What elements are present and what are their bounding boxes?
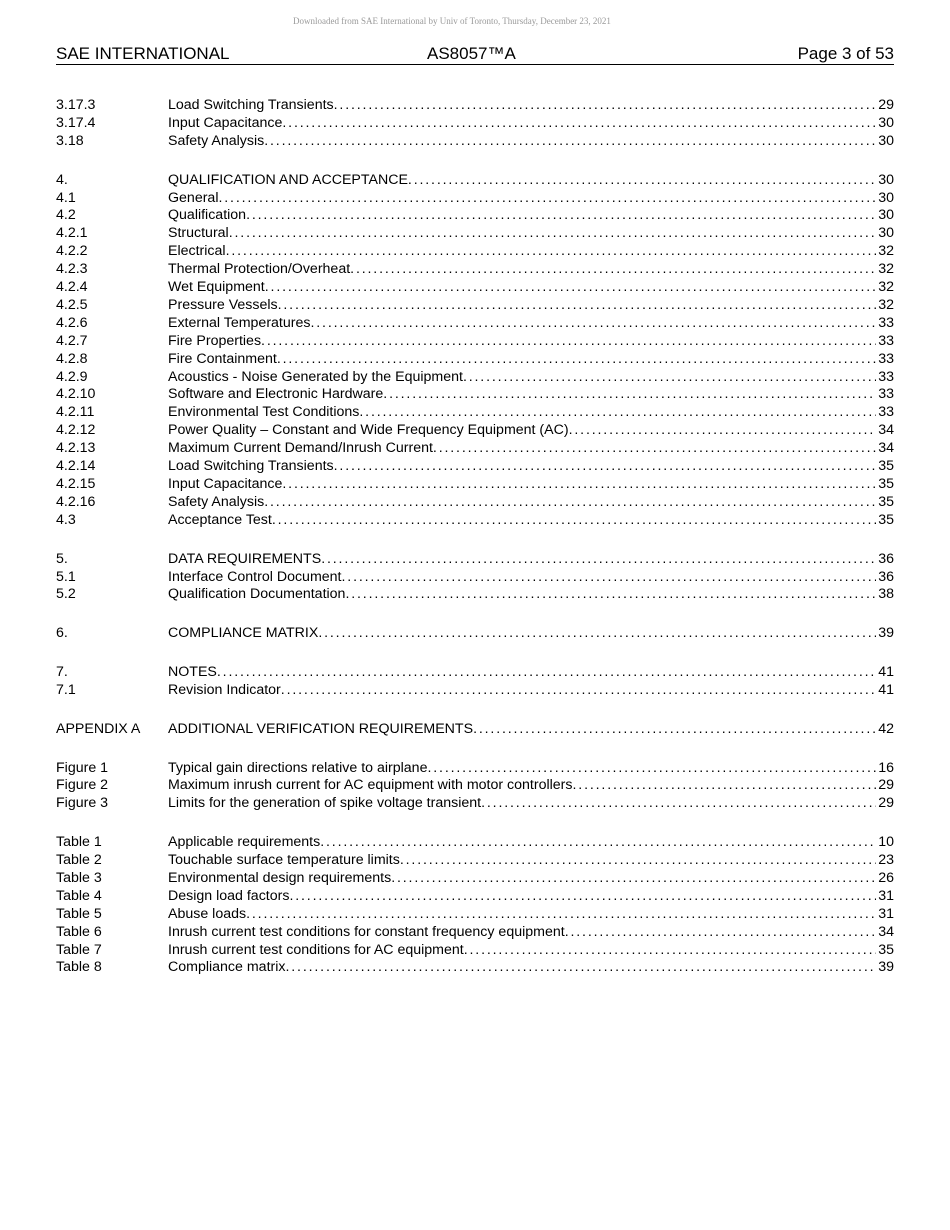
toc-entry-line	[168, 551, 894, 569]
toc-dot-leader	[285, 959, 876, 977]
header-page-label: Page 3 of 53	[797, 44, 894, 63]
toc-dot-leader	[265, 279, 876, 297]
toc-dot-leader	[473, 721, 876, 739]
toc-group	[56, 97, 894, 151]
toc-entry-title: Acceptance Test	[168, 511, 272, 528]
toc-entry-line	[168, 959, 894, 977]
toc-entry-title: Environmental design requirements	[168, 869, 392, 886]
toc-entry-page: 30	[878, 189, 894, 206]
toc-entry-number: Figure 1	[56, 759, 109, 776]
toc-entry[interactable]	[56, 494, 894, 512]
toc-entry[interactable]	[56, 777, 894, 795]
toc-entry-title: ADDITIONAL VERIFICATION REQUIREMENTS	[168, 720, 474, 737]
toc-entry-title: Inrush current test conditions for AC equipment	[168, 941, 464, 958]
toc-group	[56, 834, 894, 977]
toc-entry[interactable]	[56, 625, 894, 643]
toc-entry-number: Table 2	[56, 852, 102, 869]
toc-entry-line	[168, 795, 894, 813]
toc-entry-title: Load Switching Transients	[168, 97, 334, 113]
toc-entry[interactable]	[56, 458, 894, 476]
toc-entry-number: 4.1	[56, 189, 76, 206]
toc-entry-line	[168, 586, 894, 604]
toc-entry-title: Design load factors	[168, 887, 290, 904]
toc-dot-leader	[350, 261, 876, 279]
toc-entry-page: 29	[878, 97, 894, 113]
toc-entry-title: NOTES	[168, 664, 217, 681]
toc-dot-leader	[573, 777, 877, 795]
toc-entry-page: 36	[878, 550, 894, 567]
toc-entry-number: 4.2	[56, 207, 76, 224]
toc-entry-number: Table 3	[56, 869, 102, 886]
toc-entry-line	[168, 721, 894, 739]
toc-entry-number: 3.17.4	[56, 114, 96, 131]
toc-entry-page: 33	[878, 350, 894, 367]
toc-entry-title: Fire Properties	[168, 332, 262, 349]
toc-dot-leader	[289, 888, 876, 906]
toc-entry-number: Table 6	[56, 923, 102, 940]
toc-dot-leader	[391, 870, 876, 888]
toc-entry-line	[168, 261, 894, 279]
toc-entry[interactable]	[56, 906, 894, 924]
toc-entry[interactable]	[56, 852, 894, 870]
toc-dot-leader	[463, 369, 876, 387]
toc-entry-page: 23	[878, 852, 894, 869]
toc-entry-page: 35	[878, 493, 894, 510]
toc-dot-leader	[218, 190, 876, 208]
toc-entry-title: Applicable requirements	[168, 834, 321, 851]
toc-entry[interactable]	[56, 351, 894, 369]
toc-entry-number: 4.2.4	[56, 279, 88, 296]
toc-entry[interactable]	[56, 115, 894, 133]
toc-entry[interactable]	[56, 760, 894, 778]
toc-entry-title: External Temperatures	[168, 314, 311, 331]
toc-entry[interactable]	[56, 261, 894, 279]
toc-entry-line	[168, 97, 894, 115]
toc-entry-page: 34	[878, 923, 894, 940]
toc-dot-leader	[229, 225, 877, 243]
toc-entry-page: 30	[878, 114, 894, 131]
toc-entry-title: Inrush current test conditions for constant frequency equipment	[168, 923, 565, 940]
toc-entry-number: 4.2.13	[56, 440, 96, 457]
toc-entry-title: Safety Analysis	[168, 132, 265, 149]
toc-entry-number: Table 1	[56, 834, 102, 851]
toc-entry-title: DATA REQUIREMENTS	[168, 550, 322, 567]
toc-entry-line	[168, 172, 894, 190]
toc-entry-line	[168, 207, 894, 225]
toc-entry[interactable]	[56, 404, 894, 422]
toc-entry-title: Structural	[168, 225, 229, 242]
toc-entry[interactable]	[56, 172, 894, 190]
toc-entry-number: 7.	[56, 664, 68, 681]
toc-dot-leader	[569, 422, 877, 440]
toc-entry-line	[168, 924, 894, 942]
header-organization: SAE INTERNATIONAL	[56, 44, 230, 63]
toc-entry-title: QUALIFICATION AND ACCEPTANCE	[168, 171, 408, 188]
toc-group	[56, 551, 894, 605]
toc-entry-title: Touchable surface temperature limits	[168, 852, 400, 869]
toc-entry[interactable]	[56, 225, 894, 243]
toc-dot-leader	[282, 115, 876, 133]
toc-entry-line	[168, 512, 894, 530]
toc-entry[interactable]	[56, 551, 894, 569]
toc-dot-leader	[400, 852, 876, 870]
toc-entry-title: Qualification Documentation	[168, 586, 346, 603]
toc-entry-title: Electrical	[168, 243, 226, 260]
toc-dot-leader	[261, 333, 876, 351]
table-of-contents	[56, 97, 894, 977]
toc-entry-page: 31	[878, 887, 894, 904]
toc-entry-title: Typical gain directions relative to airplane	[168, 759, 428, 776]
toc-entry-number: 4.2.5	[56, 296, 88, 313]
toc-entry-page: 31	[878, 905, 894, 922]
toc-group	[56, 625, 894, 643]
toc-entry[interactable]	[56, 243, 894, 261]
toc-entry-line	[168, 369, 894, 387]
toc-entry-number: 7.1	[56, 681, 76, 698]
toc-entry[interactable]	[56, 870, 894, 888]
toc-dot-leader	[226, 243, 877, 261]
toc-entry-title: Input Capacitance	[168, 476, 283, 493]
toc-entry-line	[168, 422, 894, 440]
toc-entry-page: 30	[878, 225, 894, 242]
download-watermark: Downloaded from SAE International by Univ of Toronto, Thursday, December 23, 2021	[293, 16, 611, 26]
toc-entry-title: Input Capacitance	[168, 114, 283, 131]
toc-dot-leader	[427, 760, 876, 778]
toc-dot-leader	[320, 834, 876, 852]
toc-dot-leader	[246, 207, 876, 225]
toc-entry-number: 4.	[56, 171, 68, 188]
toc-entry[interactable]	[56, 682, 894, 700]
toc-entry-line	[168, 351, 894, 369]
header-document-id: AS8057™A	[427, 44, 516, 63]
toc-entry-page: 35	[878, 941, 894, 958]
toc-entry-page: 26	[878, 869, 894, 886]
toc-entry-page: 38	[878, 586, 894, 603]
toc-entry-title: Acoustics - Noise Generated by the Equipment	[168, 368, 463, 385]
toc-entry[interactable]	[56, 795, 894, 813]
toc-entry-number: 4.2.1	[56, 225, 88, 242]
toc-entry[interactable]	[56, 297, 894, 315]
toc-dot-leader	[433, 440, 876, 458]
toc-entry-number: 3.17.3	[56, 97, 96, 113]
toc-group	[56, 760, 894, 814]
toc-entry-title: Revision Indicator	[168, 681, 281, 698]
toc-entry[interactable]	[56, 369, 894, 387]
toc-entry-number: Figure 2	[56, 777, 109, 794]
toc-entry-title: Load Switching Transients	[168, 458, 334, 475]
toc-entry-number: 4.3	[56, 511, 76, 528]
toc-dot-leader	[565, 924, 877, 942]
toc-group	[56, 664, 894, 700]
toc-entry-number: 4.2.7	[56, 332, 88, 349]
toc-entry-title: Fire Containment	[168, 350, 277, 367]
toc-entry-line	[168, 888, 894, 906]
toc-entry-title: Pressure Vessels	[168, 296, 278, 313]
toc-entry-line	[168, 225, 894, 243]
toc-entry[interactable]	[56, 664, 894, 682]
toc-entry[interactable]	[56, 97, 894, 115]
toc-entry-page: 33	[878, 404, 894, 421]
toc-entry-page: 41	[878, 664, 894, 681]
toc-dot-leader	[481, 795, 876, 813]
toc-entry-number: Table 8	[56, 959, 102, 976]
toc-entry-line	[168, 942, 894, 960]
toc-entry-line	[168, 279, 894, 297]
toc-entry[interactable]	[56, 924, 894, 942]
toc-entry-number: 4.2.15	[56, 476, 96, 493]
toc-entry-number: 4.2.8	[56, 350, 88, 367]
toc-entry-number: 4.2.6	[56, 314, 88, 331]
toc-entry-line	[168, 760, 894, 778]
toc-entry-page: 16	[878, 759, 894, 776]
toc-entry[interactable]	[56, 133, 894, 151]
toc-dot-leader	[318, 625, 876, 643]
toc-entry-page: 29	[878, 795, 894, 812]
toc-entry-page: 32	[878, 261, 894, 278]
toc-dot-leader	[217, 664, 876, 682]
toc-dot-leader	[278, 297, 877, 315]
toc-dot-leader	[281, 682, 876, 700]
toc-entry-line	[168, 315, 894, 333]
toc-entry-line	[168, 777, 894, 795]
toc-entry-number: 4.2.9	[56, 368, 88, 385]
toc-entry-title: Limits for the generation of spike voltage transient	[168, 795, 482, 812]
toc-entry[interactable]	[56, 569, 894, 587]
toc-entry-title: Maximum inrush current for AC equipment with motor controllers	[168, 777, 573, 794]
toc-dot-leader	[359, 404, 876, 422]
toc-entry[interactable]	[56, 315, 894, 333]
toc-entry-number: 5.	[56, 550, 68, 567]
toc-dot-leader	[334, 458, 877, 476]
toc-entry-line	[168, 404, 894, 422]
toc-entry-page: 32	[878, 279, 894, 296]
toc-entry-number: 4.2.16	[56, 493, 96, 510]
toc-entry-line	[168, 906, 894, 924]
toc-entry-line	[168, 333, 894, 351]
toc-entry-number: 6.	[56, 625, 68, 642]
toc-entry[interactable]	[56, 942, 894, 960]
toc-entry-number: 4.2.10	[56, 386, 96, 403]
toc-entry-page: 32	[878, 296, 894, 313]
toc-entry-page: 33	[878, 332, 894, 349]
toc-entry-number: Table 7	[56, 941, 102, 958]
page-header	[56, 44, 894, 65]
toc-entry-page: 32	[878, 243, 894, 260]
toc-entry-number: 4.2.12	[56, 422, 96, 439]
toc-entry[interactable]	[56, 422, 894, 440]
toc-entry-page: 35	[878, 511, 894, 528]
toc-dot-leader	[264, 133, 876, 151]
toc-entry-line	[168, 133, 894, 151]
toc-dot-leader	[464, 942, 876, 960]
toc-entry-number: 4.2.3	[56, 261, 88, 278]
toc-entry-number: 4.2.14	[56, 458, 96, 475]
toc-entry-line	[168, 834, 894, 852]
toc-dot-leader	[246, 906, 876, 924]
toc-entry[interactable]	[56, 959, 894, 977]
toc-entry-title: Wet Equipment	[168, 279, 265, 296]
toc-dot-leader	[408, 172, 876, 190]
toc-entry-page: 29	[878, 777, 894, 794]
toc-entry-number: Table 4	[56, 887, 102, 904]
toc-entry-line	[168, 870, 894, 888]
toc-entry[interactable]	[56, 440, 894, 458]
toc-entry[interactable]	[56, 586, 894, 604]
toc-entry-page: 33	[878, 368, 894, 385]
toc-entry-line	[168, 476, 894, 494]
toc-entry-title: Safety Analysis	[168, 493, 265, 510]
toc-dot-leader	[342, 569, 877, 587]
toc-entry-line	[168, 243, 894, 261]
toc-entry[interactable]	[56, 386, 894, 404]
toc-entry-page: 39	[878, 625, 894, 642]
toc-entry-title: Software and Electronic Hardware	[168, 386, 384, 403]
toc-entry[interactable]	[56, 721, 894, 739]
toc-entry-title: Maximum Current Demand/Inrush Current	[168, 440, 433, 457]
toc-entry-line	[168, 625, 894, 643]
toc-entry-page: 35	[878, 476, 894, 493]
toc-dot-leader	[310, 315, 876, 333]
toc-entry-line	[168, 440, 894, 458]
toc-entry-line	[168, 458, 894, 476]
toc-dot-leader	[282, 476, 876, 494]
toc-entry-title: Environmental Test Conditions	[168, 404, 360, 421]
toc-entry[interactable]	[56, 279, 894, 297]
toc-dot-leader	[345, 586, 876, 604]
toc-entry[interactable]	[56, 333, 894, 351]
toc-entry-page: 36	[878, 568, 894, 585]
toc-dot-leader	[334, 97, 877, 115]
toc-entry-title: Thermal Protection/Overheat	[168, 261, 351, 278]
toc-entry-title: Qualification	[168, 207, 247, 224]
toc-entry-title: Compliance matrix	[168, 959, 286, 976]
toc-group	[56, 721, 894, 739]
toc-entry-title: Power Quality – Constant and Wide Frequency Equipment (AC)	[168, 422, 569, 439]
toc-entry-page: 42	[878, 720, 894, 737]
toc-dot-leader	[383, 386, 876, 404]
toc-entry-page: 30	[878, 171, 894, 188]
toc-entry-title: Abuse loads	[168, 905, 247, 922]
toc-entry-page: 30	[878, 132, 894, 149]
toc-entry-number: 5.1	[56, 568, 76, 585]
toc-entry-page: 39	[878, 959, 894, 976]
toc-dot-leader	[264, 494, 876, 512]
toc-entry-line	[168, 569, 894, 587]
toc-entry-number: APPENDIX A	[56, 720, 141, 737]
toc-entry-line	[168, 494, 894, 512]
toc-entry-page: 35	[878, 458, 894, 475]
toc-entry[interactable]	[56, 190, 894, 208]
toc-dot-leader	[272, 512, 876, 530]
toc-entry-number: 4.2.2	[56, 243, 88, 260]
toc-entry-number: 5.2	[56, 586, 76, 603]
toc-entry-line	[168, 297, 894, 315]
toc-entry-page: 33	[878, 386, 894, 403]
toc-entry-page: 34	[878, 440, 894, 457]
toc-entry-line	[168, 664, 894, 682]
toc-entry-line	[168, 190, 894, 208]
toc-entry-page: 34	[878, 422, 894, 439]
toc-entry[interactable]	[56, 207, 894, 225]
toc-entry-line	[168, 386, 894, 404]
toc-entry-title: Interface Control Document	[168, 568, 342, 585]
toc-entry-number: Figure 3	[56, 795, 109, 812]
toc-entry-line	[168, 682, 894, 700]
toc-entry-title: COMPLIANCE MATRIX	[168, 625, 319, 642]
toc-entry-title: General	[168, 189, 219, 206]
toc-entry-number: 3.18	[56, 132, 84, 149]
toc-entry-number: 4.2.11	[56, 404, 95, 421]
toc-entry[interactable]	[56, 888, 894, 906]
toc-entry-page: 30	[878, 207, 894, 224]
toc-entry-page: 41	[878, 681, 894, 698]
toc-entry-line	[168, 115, 894, 133]
toc-group	[56, 172, 894, 530]
toc-dot-leader	[321, 551, 876, 569]
toc-entry[interactable]	[56, 512, 894, 530]
toc-entry-page: 10	[878, 834, 894, 851]
toc-dot-leader	[277, 351, 876, 369]
toc-entry[interactable]	[56, 476, 894, 494]
toc-entry-page: 33	[878, 314, 894, 331]
toc-entry-line	[168, 852, 894, 870]
toc-entry-number: Table 5	[56, 905, 102, 922]
toc-entry[interactable]	[56, 834, 894, 852]
